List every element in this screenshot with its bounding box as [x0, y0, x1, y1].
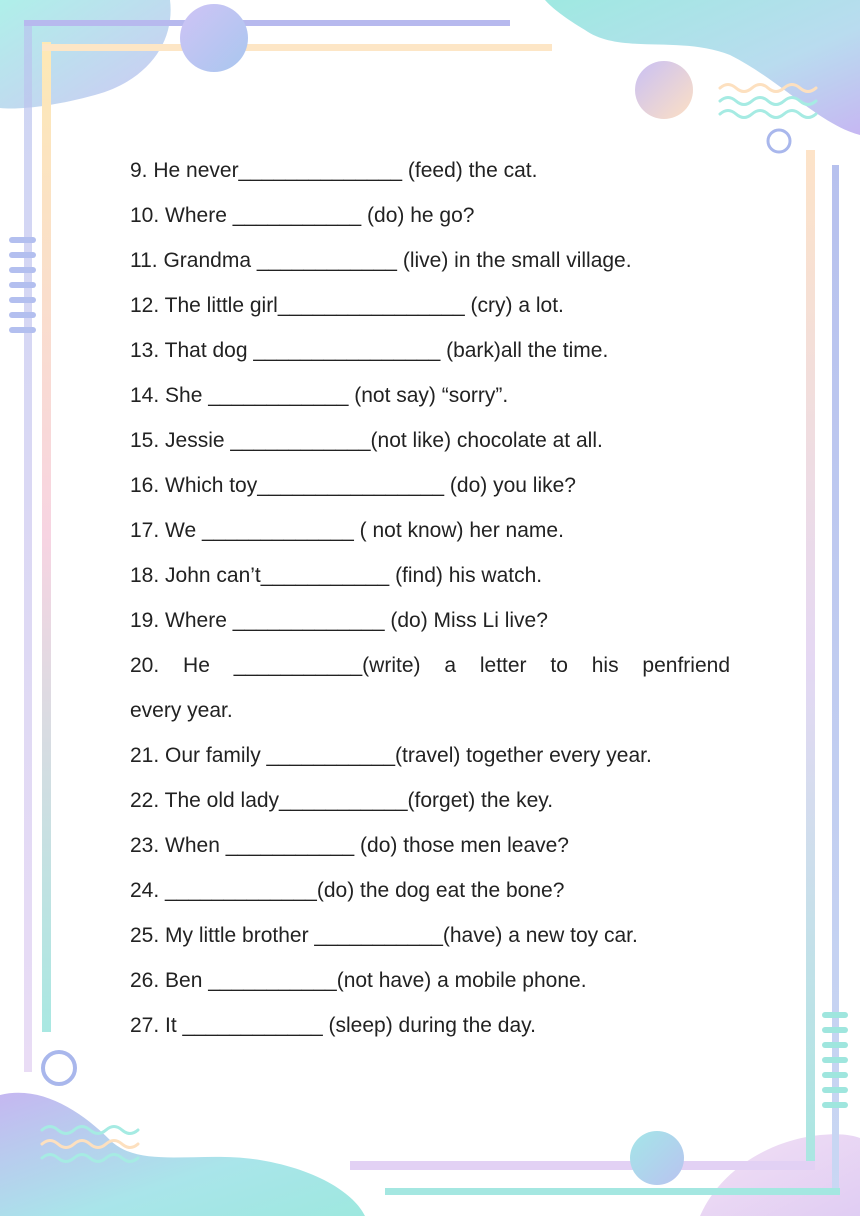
exercise-item-17: 17. We _____________ ( not know) her name.: [130, 519, 564, 542]
exercise-item-24: 24. _____________(do) the dog eat the bone?: [130, 879, 565, 902]
exercise-item-21: 21. Our family ___________(travel) together every year.: [130, 744, 652, 767]
exercise-item-18: 18. John can’t___________ (find) his watch.: [130, 564, 543, 587]
exercise-item-10: 10. Where ___________ (do) he go?: [130, 204, 475, 227]
exercise-item-23: 23. When ___________ (do) those men leave?: [130, 834, 569, 857]
exercise-item-11: 11. Grandma ____________ (live) in the small village.: [130, 249, 632, 272]
exercise-item-27: 27. It ____________ (sleep) during the day.: [130, 1014, 536, 1037]
exercise-item-25: 25. My little brother ___________(have) a new toy car.: [130, 924, 638, 947]
exercise-item-20-continuation: every year.: [130, 699, 233, 722]
exercise-item-22: 22. The old lady___________(forget) the key.: [130, 789, 554, 812]
exercise-item-26: 26. Ben ___________(not have) a mobile phone.: [130, 969, 587, 992]
exercise-list: [130, 148, 730, 1048]
exercise-item-14: 14. She ____________ (not say) “sorry”.: [130, 384, 509, 407]
exercise-item-12: 12. The little girl________________ (cry) a lot.: [130, 294, 564, 317]
exercise-item-19: 19. Where _____________ (do) Miss Li live?: [130, 609, 548, 632]
exercise-item-9: 9. He never______________ (feed) the cat.: [130, 159, 538, 182]
exercise-item-15: 15. Jessie ____________(not like) chocolate at all.: [130, 429, 603, 452]
exercise-item-20: 20. He ___________(write) a letter to his penfriend: [130, 654, 730, 677]
exercise-item-16: 16. Which toy________________ (do) you like?: [130, 474, 576, 497]
exercise-item-13: 13. That dog ________________ (bark)all the time.: [130, 339, 609, 362]
